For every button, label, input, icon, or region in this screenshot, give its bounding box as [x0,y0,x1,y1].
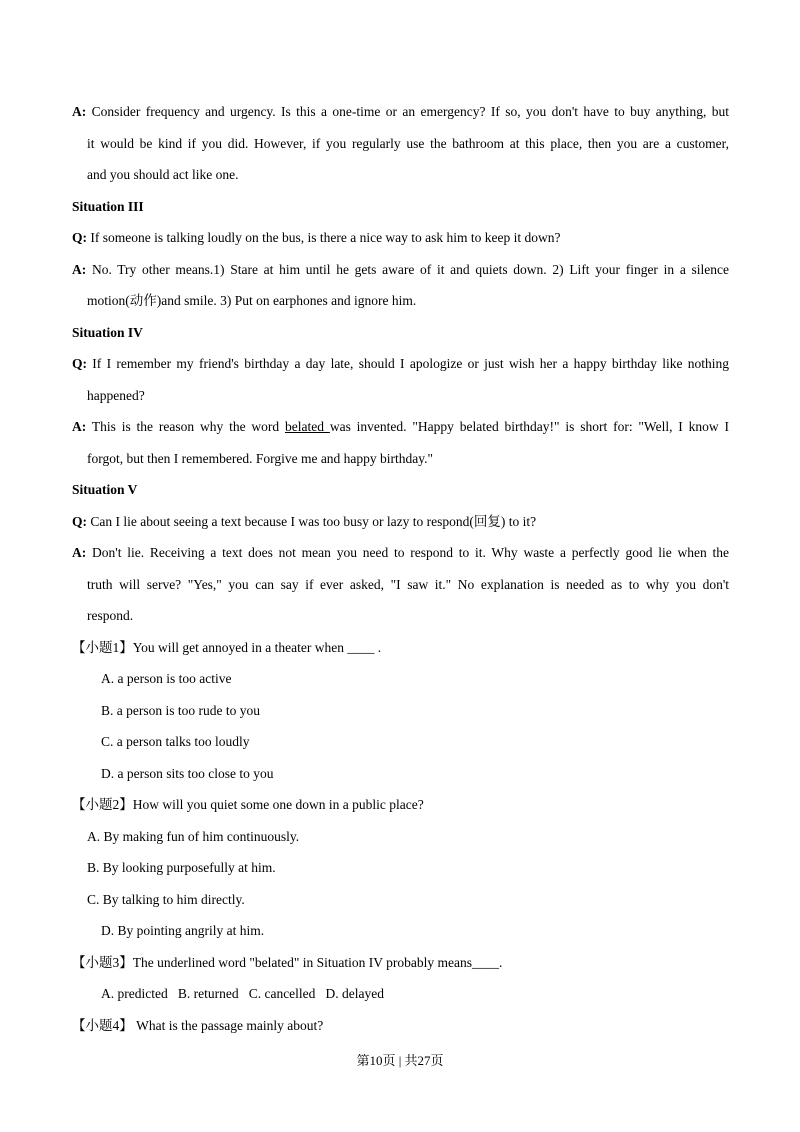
underlined-word: belated [285,419,330,434]
answer-label: A: [72,262,87,277]
question-3-options: A. predicted B. returned C. cancelled D. delayed [101,986,385,1001]
question-1-option-d: D. a person sits too close to you [101,766,274,781]
question-2-option-d: D. By pointing angrily at him. [101,923,265,938]
question-label: Q: [72,230,87,245]
question-2-option-a: A. By making fun of him continuously. [87,829,300,844]
question-label: Q: [72,356,87,371]
question-2-option-c: C. By talking to him directly. [87,892,245,907]
a-line-10: respond. [87,608,134,623]
a-line-4: A: No. Try other means.1) Stare at him until he gets aware of it and quiets down. 2) Lift your finger in a silence [72,262,729,277]
q-line-1: Q: If someone is talking loudly on the bus, is there a nice way to ask him to keep it down? [72,230,561,245]
situation-heading: Situation V [72,482,138,497]
situation-heading: Situation IV [72,325,143,340]
a-line-2: it would be kind if you did. However, if you regularly use the bathroom at this place, then you are a customer, [87,136,729,151]
question-label: Q: [72,514,87,529]
a-line-1: A: Consider frequency and urgency. Is this a one-time or an emergency? If so, you don't have to buy anything, but [72,104,729,119]
question-1-option-c: C. a person talks too loudly [101,734,250,749]
a-line-8: A: Don't lie. Receiving a text does not mean you need to respond to it. Why waste a perfectly good lie when the [72,545,729,560]
question-1-option-b: B. a person is too rude to you [101,703,260,718]
q-line-4: Q: Can I lie about seeing a text because I was too busy or lazy to respond(回复) to it? [72,514,537,529]
a-line-7: forgot, but then I remembered. Forgive me and happy birthday." [87,451,434,466]
a-line-3: and you should act like one. [87,167,239,182]
page-footer: 第10页 | 共27页 [356,1053,444,1068]
question-1-stem: 【小题1】You will get annoyed in a theater when ____ . [72,640,382,655]
answer-label: A: [72,104,87,119]
question-4-stem: 【小题4】 What is the passage mainly about? [72,1018,324,1033]
a-line-6: A: This is the reason why the word belated was invented. "Happy belated birthday!" is short for: "Well, I know I [72,419,729,434]
q-line-2: Q: If I remember my friend's birthday a day late, should I apologize or just wish her a happy birthday like nothing [72,356,729,371]
answer-label: A: [72,419,87,434]
question-1-option-a: A. a person is too active [101,671,232,686]
situation-heading: Situation III [72,199,144,214]
question-2-stem: 【小题2】How will you quiet some one down in a public place? [72,797,424,812]
question-2-option-b: B. By looking purposefully at him. [87,860,276,875]
answer-label: A: [72,545,87,560]
q-line-3: happened? [87,388,145,403]
question-3-stem: 【小题3】The underlined word "belated" in Situation IV probably means____. [72,955,503,970]
a-line-5: motion(动作)and smile. 3) Put on earphones and ignore him. [87,293,417,308]
a-line-9: truth will serve? "Yes," you can say if ever asked, "I saw it." No explanation is needed as to why you don't [87,577,729,592]
